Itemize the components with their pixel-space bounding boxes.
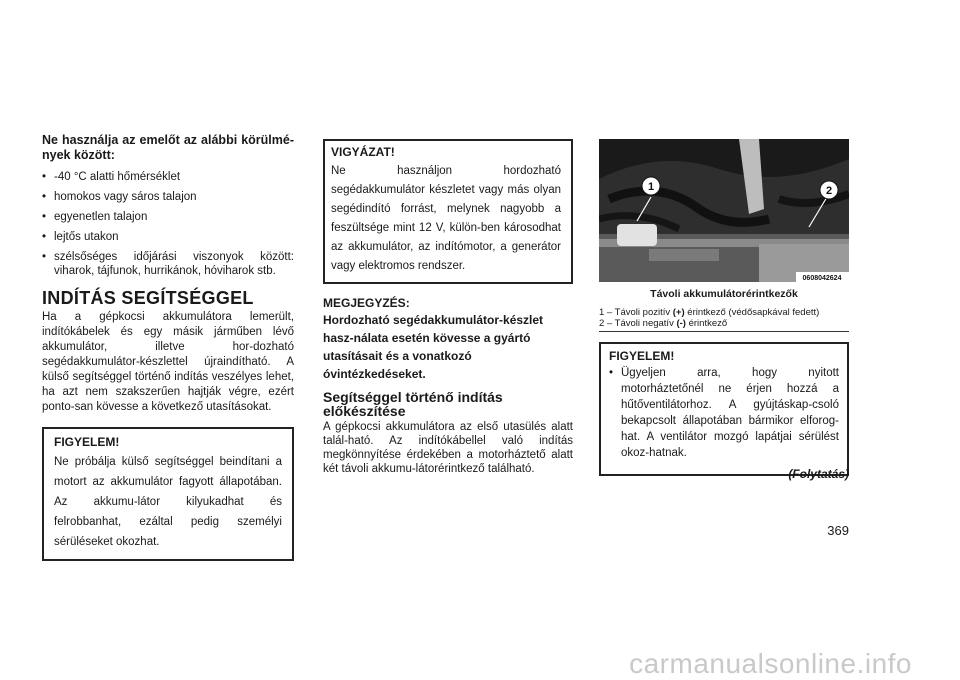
list-item: • homokos vagy sáros talajon: [42, 190, 294, 204]
photo-caption: Távoli akkumulátorérintkezők: [650, 288, 798, 300]
page-number: 369: [827, 523, 849, 538]
jack-warning-lead: Ne használja az emelőt az alábbi körülmé-nyek között:: [42, 133, 294, 162]
left-column: [42, 133, 294, 561]
subsection-title: Segítséggel történő indítás előkészítése: [323, 389, 503, 419]
caution-box: [323, 139, 573, 284]
fan-warning-box: [599, 342, 849, 476]
footer-watermark: carmanualsonline.info: [629, 648, 912, 679]
divider: [599, 331, 849, 332]
caution-title: VIGYÁZAT!: [331, 145, 395, 159]
list-item: • lejtős utakon: [42, 230, 294, 244]
legend-item-2: 2 – Távoli negatív (-) érintkező: [599, 318, 728, 329]
middle-column: [323, 133, 573, 476]
warning-title: FIGYELEM!: [54, 435, 120, 449]
list-item: • egyenetlen talajon: [42, 210, 294, 224]
jack-conditions-list: [42, 170, 294, 278]
photo-code: 0608042624: [802, 275, 842, 282]
engine-bay-illustration: [599, 139, 849, 282]
subsection-body: A gépkocsi akkumulátora az első utasülés alatt talál-ható. Az indítókábellel való indítás megkönnyítése érdekében a motorháztető alatt két távoli akkumu-látorérintkező található.: [323, 421, 573, 475]
caution-body: Ne használjon hordozható segédakkumulátor készletet vagy más olyan segédindító forrást, melynek nagyobb a feszültsége mint 12 V, külön-ben károsodhat az akkumulátor, az indítómotor, a generátor vagy elektromos rendszer.: [331, 165, 561, 272]
legend-item-1: 1 – Távoli pozitív (+) érintkező (védősapkával fedett): [599, 307, 820, 318]
battery-posts-photo: [599, 139, 849, 282]
continued-label: (Folytatás): [788, 467, 849, 481]
warning-body: Ne próbálja külső segítséggel beindítani a motort az akkumulátor fagyott állapotában. Az akkumu-látor kilyukadhat és felrobbanhat, ezáltal pedig személyi sérüléseket okozhat.: [54, 456, 282, 548]
list-item: • -40 °C alatti hőmérséklet: [42, 170, 294, 184]
warning-box: [42, 427, 294, 561]
fan-warning-title: FIGYELEM!: [609, 349, 675, 363]
fan-warning-list: [609, 365, 839, 461]
note-title: MEGJEGYZÉS:: [323, 296, 410, 310]
note-body: Hordozható segédakkumulátor-készlet hasz-nálata esetén kövesse a gyártó utasításait és a vonatkozó óvintézkedéseket.: [323, 313, 544, 381]
photo-legend: [599, 307, 849, 329]
callout-1: 1: [647, 181, 655, 193]
callout-2: 2: [825, 185, 833, 197]
section-title: INDÍTÁS SEGÍTSÉGGEL: [42, 288, 254, 308]
section-body: Ha a gépkocsi akkumulátora lemerült, indítókábelek és egy másik járműben lévő akkumulátor, illetve hor-dozható segédakkumulátor-készlettel újraindítható. A külső segítséggel történő indítás veszélyes lehet, ha azt nem szakszerűen hajtják végre, ezért ponto-san kövesse a következő utasításokat.: [42, 311, 294, 413]
list-item: • Ügyeljen arra, hogy nyitott motorháztetőnél ne érjen hozzá a hűtőventilátorhoz. A gyújtáskap-csoló bekapcsolt állapotában bármikor elforog-hat. A ventilátor mozgó lapátjai sérülést okoz-hatnak.: [609, 365, 839, 461]
list-item: • szélsőséges időjárási viszonyok között: viharok, tájfunok, hurrikánok, hóviharok stb.: [42, 250, 294, 278]
